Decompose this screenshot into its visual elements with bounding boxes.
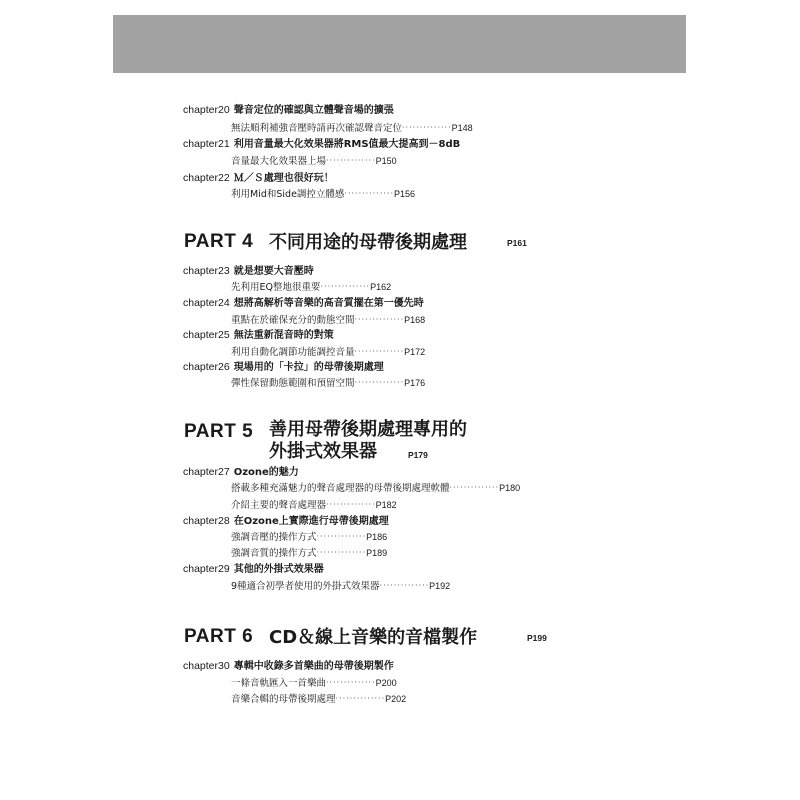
part-label: PART 5 <box>184 421 254 442</box>
toc-chapter-21[interactable] <box>183 137 460 152</box>
chapter-number: chapter27 <box>183 466 230 478</box>
leader-dots: ·············· <box>354 347 405 356</box>
chapter-number: chapter25 <box>183 329 230 341</box>
chapter-number: chapter20 <box>183 104 230 116</box>
toc-section[interactable] <box>231 313 425 328</box>
toc-section[interactable] <box>231 154 397 169</box>
section-title: 彈性保留動態範圍和預留空間 <box>231 378 355 389</box>
page-number: P180 <box>499 483 521 493</box>
part-page: P161 <box>507 238 527 248</box>
chapter-title: 利用音量最大化效果器將RMS值最大提高到－8dB <box>233 139 461 150</box>
chapter-title: 現場用的「卡拉」的母帶後期處理 <box>233 362 384 373</box>
section-title: 重點在於確保充分的動態空間 <box>231 315 355 326</box>
toc-section[interactable] <box>231 376 425 391</box>
part-page: P199 <box>527 633 547 643</box>
toc-section[interactable] <box>231 187 415 202</box>
section-title: 音樂合輯的母帶後期處理 <box>231 694 336 705</box>
leader-dots: ·············· <box>379 581 430 590</box>
toc-section[interactable] <box>231 530 387 545</box>
page-number: P168 <box>404 315 426 325</box>
part-title-line-1: 善用母帶後期處理專用的 <box>269 419 467 440</box>
leader-dots: ·············· <box>344 189 395 198</box>
section-title: 先利用EQ整地很重要 <box>231 282 321 293</box>
chapter-title: 其他的外掛式效果器 <box>233 564 324 575</box>
part-5-heading[interactable] <box>184 421 584 469</box>
chapter-number: chapter29 <box>183 563 230 575</box>
part-title: 不同用途的母帶後期處理 <box>269 232 467 253</box>
chapter-number: chapter23 <box>183 265 230 277</box>
leader-dots: ·············· <box>316 548 367 557</box>
toc-section[interactable] <box>231 121 473 136</box>
part-title: CD＆線上音樂的音檔製作 <box>269 627 478 648</box>
part-4-heading[interactable] <box>184 231 584 257</box>
toc-section[interactable] <box>231 692 406 707</box>
toc-section[interactable] <box>231 498 397 513</box>
page-number: P176 <box>404 378 426 388</box>
page-number: P186 <box>366 532 388 542</box>
part-page: P179 <box>408 450 428 460</box>
toc-chapter-23[interactable] <box>183 264 314 279</box>
page-number: P192 <box>429 581 451 591</box>
page-number: P182 <box>375 500 397 510</box>
part-6-heading[interactable] <box>184 626 584 652</box>
section-title: 9種適合初學者使用的外掛式效果器 <box>231 581 380 592</box>
chapter-title: Ozone的魅力 <box>233 467 299 478</box>
leader-dots: ·············· <box>326 500 376 509</box>
chapter-number: chapter21 <box>183 138 230 150</box>
toc-section[interactable] <box>231 676 397 691</box>
chapter-number: chapter22 <box>183 172 230 184</box>
chapter-title: 聲音定位的確認與立體聲音場的擴張 <box>233 105 394 116</box>
chapter-number: chapter28 <box>183 515 230 527</box>
chapter-title: 無法重新混音時的對策 <box>233 330 334 341</box>
toc-chapter-25[interactable] <box>183 328 334 343</box>
leader-dots: ·············· <box>326 156 376 165</box>
section-title: 一條音軌匯入一首樂曲 <box>231 678 327 689</box>
toc-chapter-22[interactable] <box>183 171 334 186</box>
page-number: P148 <box>451 123 473 133</box>
leader-dots: ·············· <box>354 315 405 324</box>
section-title: 利用自動化調節功能調控音量 <box>231 347 355 358</box>
toc-section[interactable] <box>231 280 391 295</box>
section-title: 強調音質的操作方式 <box>231 548 317 559</box>
section-title: 強調音壓的操作方式 <box>231 532 317 543</box>
toc-section[interactable] <box>231 579 450 594</box>
page-number: P150 <box>375 156 397 166</box>
toc-chapter-20[interactable] <box>183 103 394 118</box>
toc-chapter-26[interactable] <box>183 360 384 375</box>
chapter-title: Ｍ／Ｓ處理也很好玩！ <box>233 173 334 184</box>
leader-dots: ·············· <box>402 123 452 132</box>
leader-dots: ·············· <box>326 678 376 687</box>
page-number: P172 <box>404 347 426 357</box>
part-title-line-2: 外掛式效果器 <box>269 441 377 462</box>
page-number: P202 <box>385 694 407 704</box>
chapter-title: 想將高解析等音樂的高音質擺在第一優先時 <box>233 298 424 309</box>
part-label: PART 4 <box>184 231 254 252</box>
section-title: 搭載多種充滿魅力的聲音處理器的母帶後期處理軟體 <box>231 483 450 494</box>
section-title: 介紹主要的聲音處理器 <box>231 500 327 511</box>
leader-dots: ·············· <box>335 694 386 703</box>
leader-dots: ·············· <box>316 532 367 541</box>
page-number: P189 <box>366 548 388 558</box>
part-label: PART 6 <box>184 626 254 647</box>
toc-section[interactable] <box>231 481 520 496</box>
toc-chapter-29[interactable] <box>183 562 324 577</box>
page-number: P200 <box>375 678 397 688</box>
chapter-number: chapter26 <box>183 361 230 373</box>
section-title: 音量最大化效果器上場 <box>231 156 327 167</box>
chapter-number: chapter30 <box>183 660 230 672</box>
toc-chapter-27[interactable] <box>183 465 299 480</box>
toc-chapter-24[interactable] <box>183 296 424 311</box>
leader-dots: ·············· <box>320 282 371 291</box>
chapter-title: 在Ozone上實際進行母帶後期處理 <box>233 516 389 527</box>
toc-chapter-28[interactable] <box>183 514 389 529</box>
page-number: P162 <box>370 282 392 292</box>
leader-dots: ·············· <box>354 378 405 387</box>
toc-section[interactable] <box>231 345 425 360</box>
section-title: 利用Mid和Side調控立體感 <box>231 189 345 200</box>
chapter-number: chapter24 <box>183 297 230 309</box>
chapter-title: 就是想要大音壓時 <box>233 266 314 277</box>
toc-section[interactable] <box>231 546 387 561</box>
leader-dots: ·············· <box>449 483 500 492</box>
page-number: P156 <box>394 189 416 199</box>
section-title: 無法順利補強音壓時請再次確認聲音定位 <box>231 123 403 134</box>
chapter-title: 專輯中收錄多首樂曲的母帶後期製作 <box>233 661 394 672</box>
toc-chapter-30[interactable] <box>183 659 394 674</box>
